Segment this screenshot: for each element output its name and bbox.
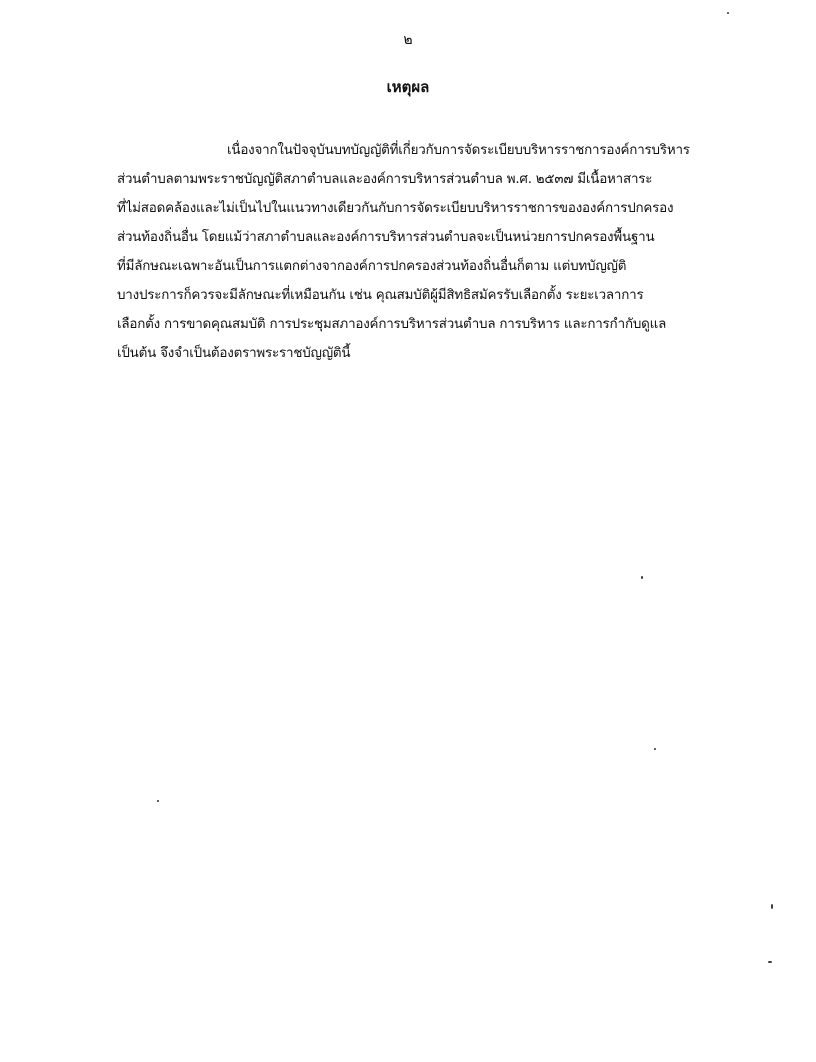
paragraph-line: เนื่องจากในปัจจุบันบทบัญญัติที่เกี่ยวกับการจัดระเบียบบริหารราชการองค์การบริหาร — [227, 143, 690, 158]
scan-speck — [641, 576, 643, 579]
paragraph-line: ที่มีลักษณะเฉพาะอันเป็นการแตกต่างจากองค์การปกครองส่วนท้องถิ่นอื่นก็ตาม แต่บทบัญญัติ — [117, 259, 627, 274]
paragraph-line: เลือกตั้ง การขาดคุณสมบัติ การประชุมสภาองค์การบริหารส่วนตำบล การบริหาร และการกำกับดูแล — [117, 317, 667, 332]
scan-speck — [727, 12, 729, 14]
scan-speck — [654, 748, 656, 750]
paragraph-line: ส่วนท้องถิ่นอื่น โดยแม้ว่าสภาตำบลและองค์การบริหารส่วนตำบลจะเป็นหน่วยการปกครองพื้นฐาน — [117, 230, 655, 245]
document-heading: เหตุผล — [386, 78, 430, 96]
paragraph-line: ส่วนตำบลตามพระราชบัญญัติสภาตำบลและองค์การบริหารส่วนตำบล พ.ศ. ๒๕๓๗ มีเนื้อหาสาระ — [117, 172, 653, 187]
page-number: ๒ — [403, 32, 413, 48]
scan-speck — [157, 800, 159, 802]
body-paragraph — [117, 136, 757, 368]
paragraph-line: เป็นต้น จึงจำเป็นต้องตราพระราชบัญญัตินี้ — [117, 346, 351, 361]
scan-speck — [768, 961, 772, 963]
scan-speck — [771, 904, 773, 909]
paragraph-line: บางประการก็ควรจะมีลักษณะที่เหมือนกัน เช่น คุณสมบัติผู้มีสิทธิสมัครรับเลือกตั้ง ระยะเวลาการ — [117, 288, 644, 303]
paragraph-line: ที่ไม่สอดคล้องและไม่เป็นไปในแนวทางเดียวกันกับการจัดระเบียบบริหารราชการขององค์การปกครอง — [117, 201, 674, 216]
